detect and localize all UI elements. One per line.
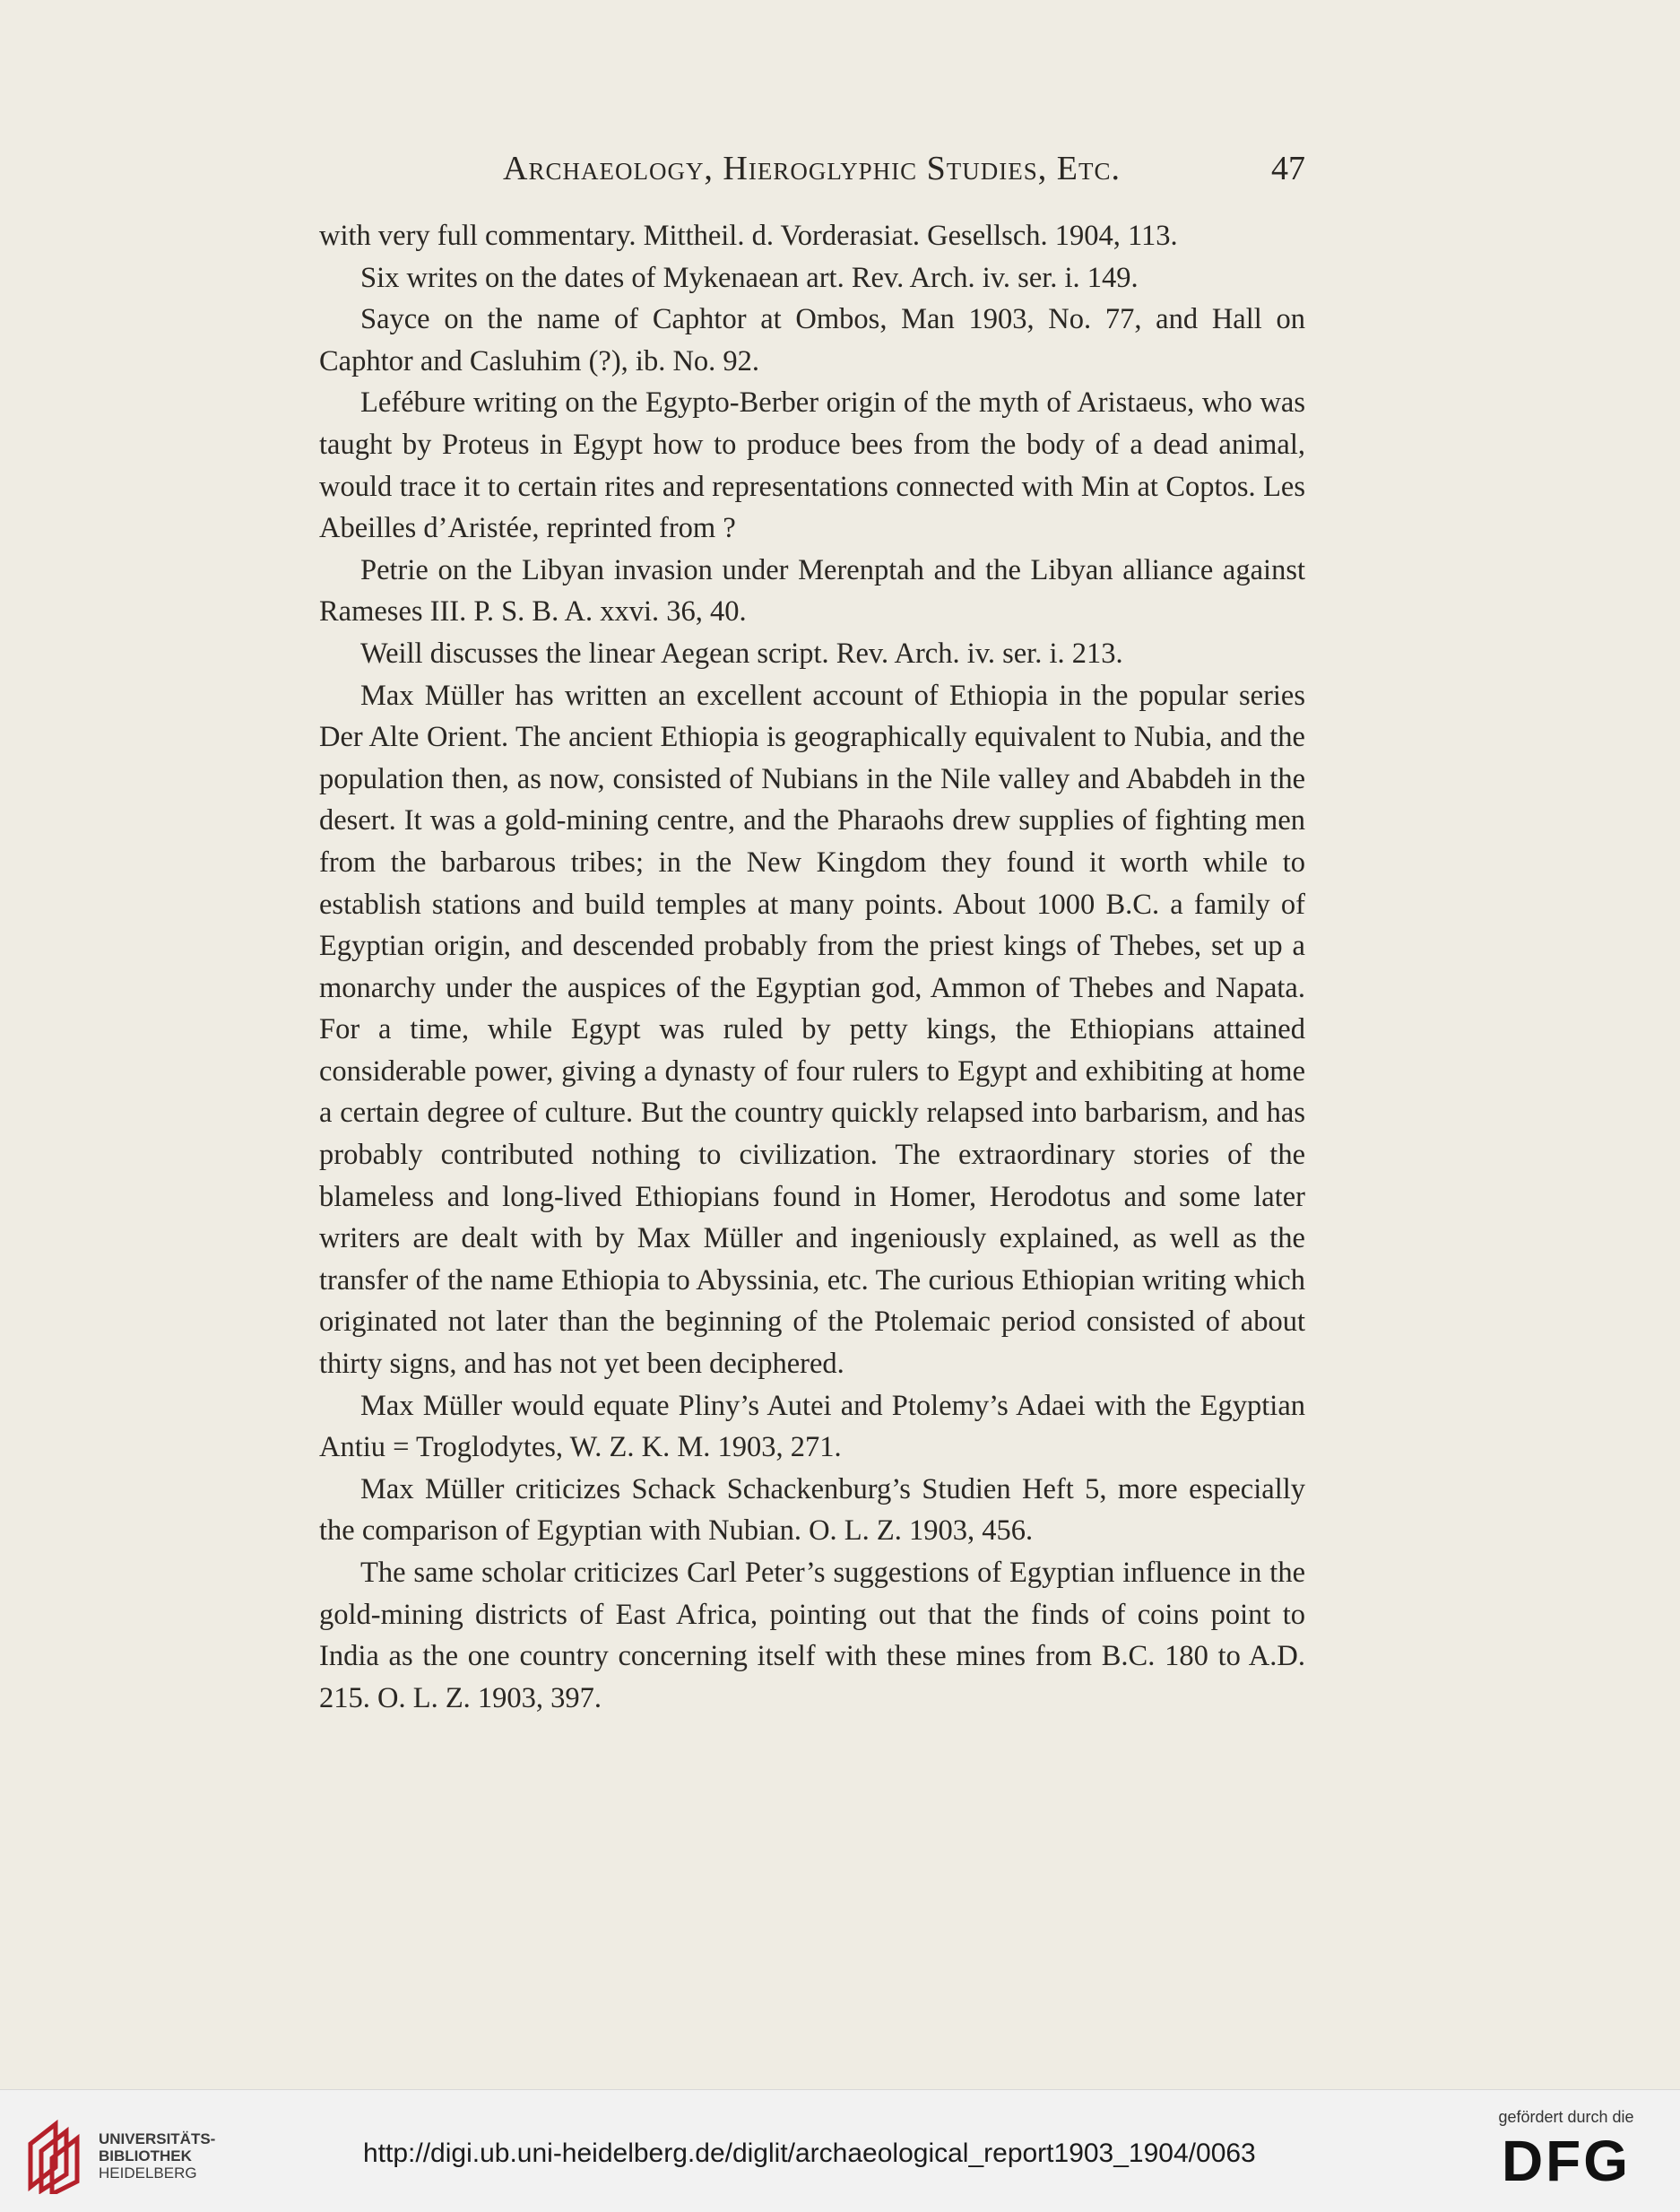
- viewer-footer: [0, 2089, 1680, 2212]
- paragraph-max-muller-ethiopia: Max Müller has written an excellent account of Ethiopia in the popular series Der Alte Orient. The ancient Ethiopia is geographically equivalent to Nubia, and the population then, as now, consisted of Nubians in the Nile valley and Ababdeh in the desert. It was a gold-mining centre, and the Pharaohs drew supplies of fighting men from the barbarous tribes; in the New Kingdom they found it worth while to establish stations and build temples at many points. About 1000 B.C. a family of Egyptian origin, and descended probably from the priest kings of Thebes, set up a monarchy under the auspices of the Egyptian god, Ammon of Thebes and Napata. For a time, while Egypt was ruled by petty kings, the Ethiopians attained considerable power, giving a dynasty of four rulers to Egypt and exhibiting at home a certain degree of culture. But the country quickly relapsed into barbarism, and has probably contributed nothing to civilization. The extraordinary stories of the blameless and long-lived Ethiopians found in Homer, Herodotus and some later writers are dealt with by Max Müller and ingeniously explained, as well as the transfer of the name Ethiopia to Abyssinia, etc. The curious Ethiopian writing which originated not later than the beginning of the Ptolemaic period consisted of about thirty signs, and has not yet been deciphered.: [319, 679, 1305, 1381]
- paragraph-sayce: Sayce on the name of Caphtor at Ombos, Man 1903, No. 77, and Hall on Caphtor and Casluhim (?), ib. No. 92.: [319, 303, 1305, 377]
- paragraph-continuation: with very full commentary. Mittheil. d. Vorderasiat. Gesellsch. 1904, 113.: [319, 220, 1178, 252]
- library-logo[interactable]: [20, 2115, 244, 2196]
- permalink-url[interactable]: http://digi.ub.uni-heidelberg.de/diglit/archaeological_report1903_1904/0063: [363, 2138, 1256, 2168]
- page-number: 47: [1271, 150, 1305, 187]
- library-name: [99, 2130, 215, 2182]
- paragraph-lefebure: Lefébure writing on the Egypto-Berber origin of the myth of Aristaeus, who was taught by Proteus in Egypt how to produce bees from the body of a dead animal, would trace it to certain rites and representations connected with Min at Coptos. Les Abeilles d’Aristée, reprinted from ?: [319, 386, 1305, 545]
- paragraph-petrie: Petrie on the Libyan invasion under Merenptah and the Libyan alliance against Rameses III. P. S. B. A. xxvi. 36, 40.: [319, 553, 1305, 629]
- paragraph-max-muller-schack: Max Müller criticizes Schack Schackenburg’s Studien Heft 5, more especially the comparison of Egyptian with Nubian. O. L. Z. 1903, 456.: [319, 1472, 1305, 1548]
- body-text: [319, 215, 1305, 1719]
- library-name-line1: UNIVERSITÄTS-: [99, 2130, 216, 2147]
- library-name-line2: BIBLIOTHEK: [99, 2147, 192, 2164]
- dfg-logo[interactable]: DFG: [1501, 2129, 1632, 2193]
- funding-label: gefördert durch die: [1498, 2108, 1634, 2126]
- library-name-line3: HEIDELBERG: [99, 2164, 197, 2182]
- paragraph-six: Six writes on the dates of Mykenaean art. Rev. Arch. iv. ser. i. 149.: [360, 261, 1139, 294]
- library-emblem-icon: [20, 2117, 88, 2194]
- paragraph-max-muller-pliny: Max Müller would equate Pliny’s Autei and Ptolemy’s Adaei with the Egyptian Antiu = Troglodytes, W. Z. K. M. 1903, 271.: [319, 1389, 1305, 1464]
- running-title: Archaeology, Hieroglyphic Studies, Etc.: [503, 150, 1121, 187]
- paragraph-carl-peter: The same scholar criticizes Carl Peter’s suggestions of Egyptian influence in the gold-mining districts of East Africa, pointing out that the finds of coins point to India as the one country concerning itself with these mines from B.C. 180 to A.D. 215. O. L. Z. 1903, 397.: [319, 1557, 1305, 1714]
- funding-notice: [1481, 2108, 1651, 2193]
- paragraph-weill: Weill discusses the linear Aegean script. Rev. Arch. iv. ser. i. 213.: [360, 637, 1123, 670]
